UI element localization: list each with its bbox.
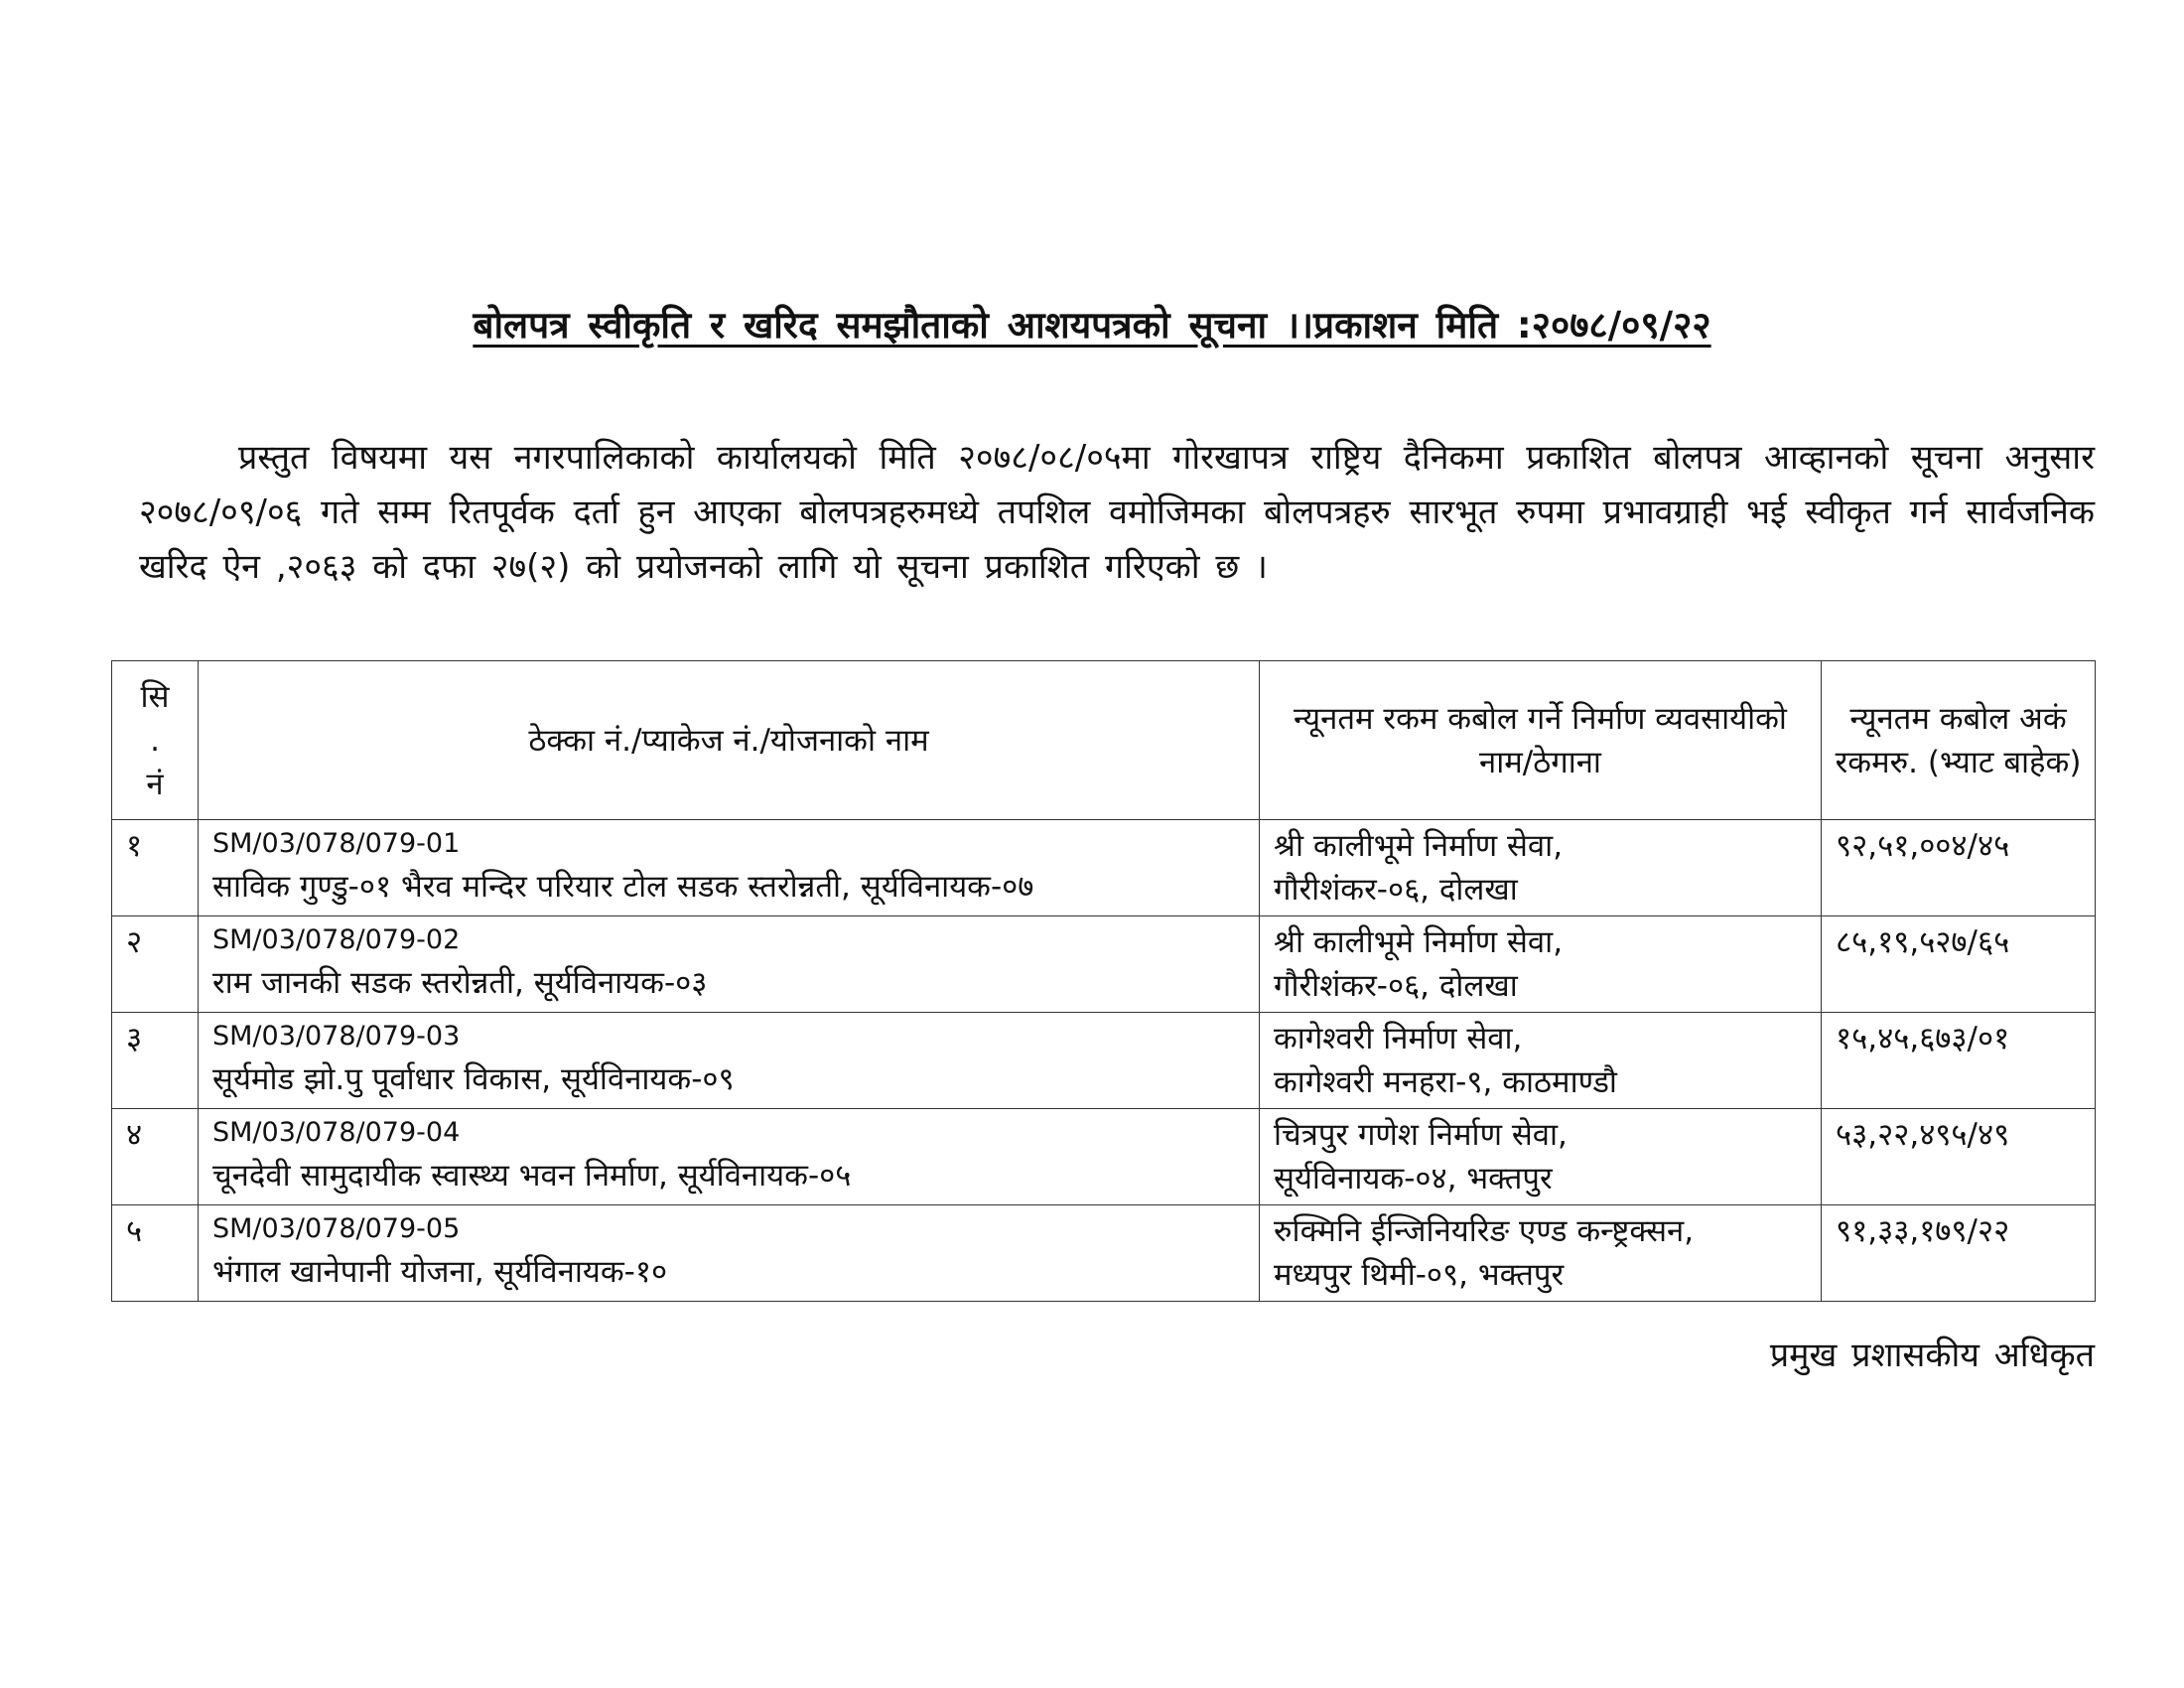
header-project-name: ठेक्का नं./प्याकेज नं./योजनाको नाम	[199, 661, 1260, 820]
table-header-row	[112, 661, 2096, 820]
project-name: चूनदेवी सामुदायीक स्वास्थ्य भवन निर्माण, सूर्यविनायक-०५	[212, 1158, 852, 1194]
table-row	[112, 916, 2096, 1013]
contractor-name: श्री कालीभूमे निर्माण सेवा,	[1274, 828, 1564, 864]
package-code: SM/03/078/079-04	[212, 1117, 461, 1148]
header-contractor: न्यूनतम रकम कबोल गर्ने निर्माण व्यवसायीको नाम/ठेगाना	[1260, 661, 1822, 820]
contractor-address: सूर्यविनायक-०४, भक्तपुर	[1274, 1161, 1553, 1196]
contractor-name: श्री कालीभूमे निर्माण सेवा,	[1274, 924, 1564, 960]
package-code: SM/03/078/079-03	[212, 1021, 461, 1052]
row-amount: ८५,१९,५२७/६५	[1822, 916, 2096, 1013]
project-name: राम जानकी सडक स्तरोन्नती, सूर्यविनायक-०३	[212, 965, 708, 1001]
row-serial-number: १	[112, 820, 199, 916]
package-code: SM/03/078/079-05	[212, 1213, 461, 1244]
row-amount: ९१,३३,१७९/२२	[1822, 1205, 2096, 1302]
row-project-cell	[199, 1109, 1260, 1205]
project-name: भंगाल खानेपानी योजना, सूर्यविनायक-१०	[212, 1254, 668, 1290]
contractor-address: गौरीशंकर-०६, दोलखा	[1274, 872, 1518, 908]
row-project-cell	[199, 1205, 1260, 1302]
contractor-name: चित्रपुर गणेश निर्माण सेवा,	[1274, 1117, 1568, 1153]
contracts-table	[111, 660, 2096, 1302]
table-row	[112, 1013, 2096, 1109]
header-serial-number: सि . नं	[112, 661, 199, 820]
header-amount: न्यूनतम कबोल अकं रकमरु. (भ्याट बाहेक)	[1822, 661, 2096, 820]
row-contractor-cell	[1260, 916, 1822, 1013]
contractor-name: कागेश्वरी निर्माण सेवा,	[1274, 1021, 1523, 1056]
project-name: सूर्यमोड झो.पु पूर्वाधार विकास, सूर्यविनायक-०९	[212, 1061, 735, 1097]
package-code: SM/03/078/079-02	[212, 924, 461, 955]
package-code: SM/03/078/079-01	[212, 828, 461, 859]
notice-title: बोलपत्र स्वीकृति र खरिद समझौताको आशयपत्रको सूचना ।।प्रकाशन मिति :२०७८/०९/२२	[473, 304, 1711, 347]
intro-paragraph: प्रस्तुत विषयमा यस नगरपालिकाको कार्यालयको मिति २०७८/०८/०५मा गोरखापत्र राष्ट्रिय दैनिकमा प्रकाशित बोलपत्र आव्हानको सूचना अनुसार २०७८/०९/०६ गते सम्म रितपूर्वक दर्ता हुन आएका बोलपत्रहरुमध्ये तपशिल वमोजिमका बोलपत्रहरु सारभूत रुपमा प्रभावग्राही भई स्वीकृत गर्न सार्वजनिक खरिद ऐन ,२०६३ को दफा २७(२) को प्रयोजनको लागि यो सूचना प्रकाशित गरिएको छ ।	[139, 438, 2095, 587]
row-amount: ९२,५१,००४/४५	[1822, 820, 2096, 916]
contractor-address: कागेश्वरी मनहरा-९, काठमाण्डौ	[1274, 1064, 1617, 1100]
row-amount: १५,४५,६७३/०१	[1822, 1013, 2096, 1109]
row-project-cell	[199, 1013, 1260, 1109]
row-project-cell	[199, 916, 1260, 1013]
contractor-address: मध्यपुर थिमी-०९, भक्तपुर	[1274, 1257, 1565, 1293]
row-amount: ५३,२२,४९५/४९	[1822, 1109, 2096, 1205]
row-project-cell	[199, 820, 1260, 916]
contractor-name: रुक्मिनि ईन्जिनियरिङ एण्ड कन्ष्ट्रक्सन,	[1274, 1213, 1695, 1249]
row-contractor-cell	[1260, 1013, 1822, 1109]
row-serial-number: २	[112, 916, 199, 1013]
signatory-designation: प्रमुख प्रशासकीय अधिकृत	[1769, 1336, 2095, 1375]
row-contractor-cell	[1260, 820, 1822, 916]
table-row	[112, 1205, 2096, 1302]
table-row	[112, 820, 2096, 916]
row-serial-number: ४	[112, 1109, 199, 1205]
row-contractor-cell	[1260, 1109, 1822, 1205]
row-serial-number: ५	[112, 1205, 199, 1302]
project-name: साविक गुण्डु-०१ भैरव मन्दिर परियार टोल सडक स्तरोन्नती, सूर्यविनायक-०७	[212, 869, 1034, 905]
table-row	[112, 1109, 2096, 1205]
contractor-address: गौरीशंकर-०६, दोलखा	[1274, 968, 1518, 1004]
row-serial-number: ३	[112, 1013, 199, 1109]
row-contractor-cell	[1260, 1205, 1822, 1302]
